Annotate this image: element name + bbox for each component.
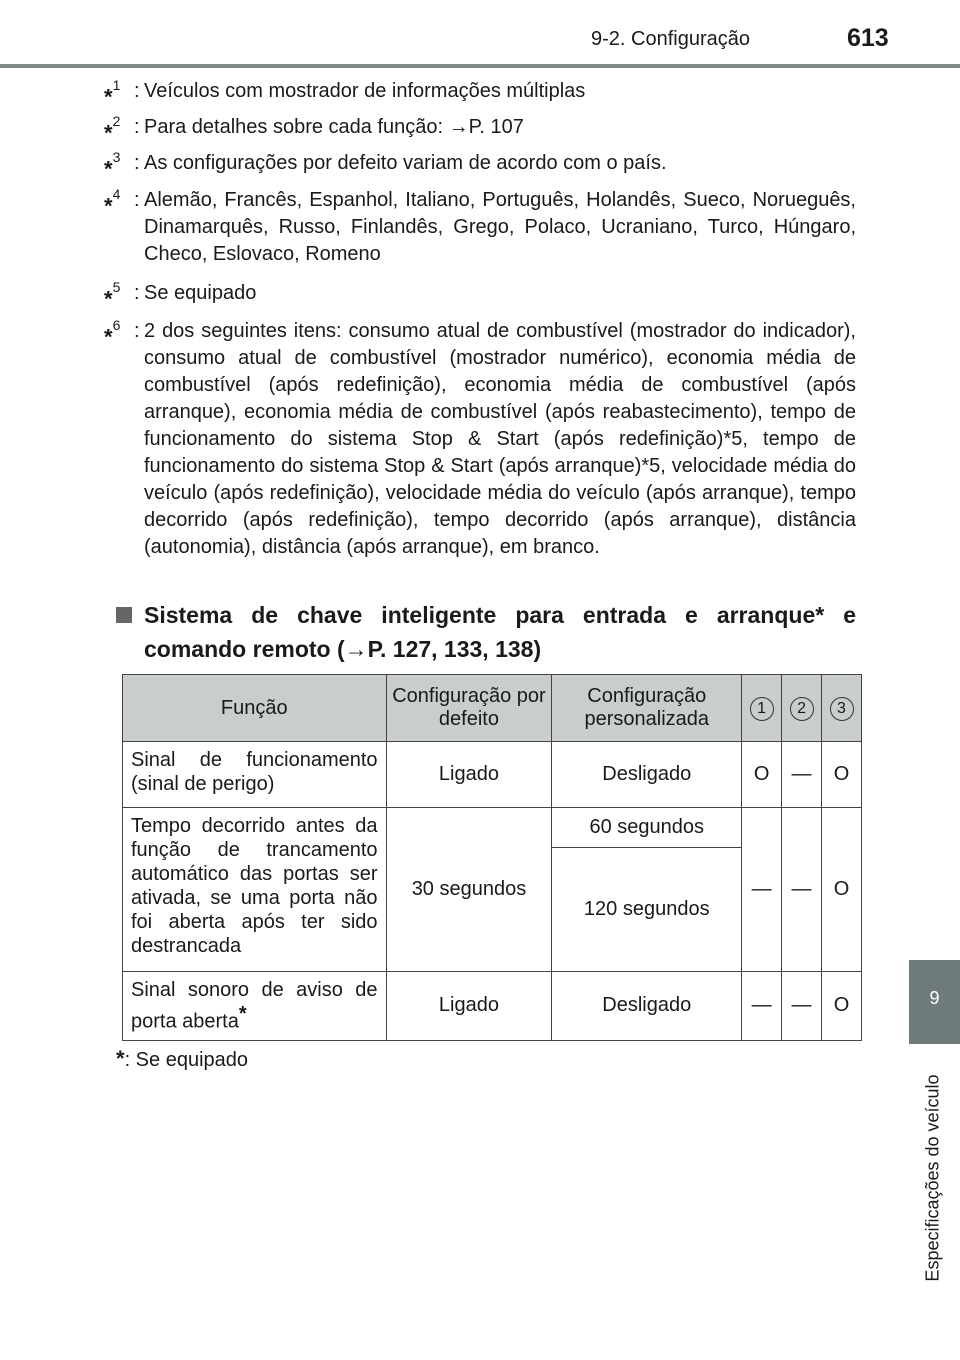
row-default: Ligado	[386, 972, 552, 1041]
note-text: As configurações por defeito variam de acordo com o país.	[144, 152, 667, 174]
page-number: 613	[847, 24, 889, 52]
row-method-3: O	[822, 972, 862, 1041]
row-method-3: O	[822, 808, 862, 972]
header-custom: Configuração personalizada	[552, 675, 742, 742]
row-default: Ligado	[386, 742, 552, 808]
circled-3-icon: 3	[830, 697, 854, 721]
row-custom: Desligado	[552, 972, 742, 1041]
header-section-title: 9-2. Configuração	[591, 28, 750, 50]
header-method-3	[822, 675, 862, 742]
table-row	[123, 742, 862, 808]
row-custom: Desligado	[552, 742, 742, 808]
row-function: Tempo decorrido antes da função de trancamento automático das portas ser ativada, se uma porta não foi aberta após ter sido destrancada	[123, 808, 387, 972]
header-default: Configuração por defeito	[386, 675, 552, 742]
row-custom-b: 120 segundos	[552, 848, 742, 972]
chapter-label: Especificações do veículo	[922, 1074, 943, 1282]
footnote: *: Se equipado	[116, 1046, 248, 1071]
header-method-1	[742, 675, 782, 742]
table-header-row	[123, 675, 862, 742]
note-text: Para detalhes sobre cada função: →P. 107	[144, 116, 524, 138]
row-method-3: O	[822, 742, 862, 808]
section-bullet-icon	[116, 607, 132, 623]
row-method-2: —	[782, 742, 822, 808]
row-method-1: —	[742, 972, 782, 1041]
row-method-1: O	[742, 742, 782, 808]
row-function: Sinal de funcionamento (sinal de perigo)	[123, 742, 387, 808]
row-method-2: —	[782, 972, 822, 1041]
note-text: Alemão, Francês, Espanhol, Italiano, Português, Holandês, Sueco, Norueguês, Dinamarquês, Russo, Finlandês, Grego, Polaco, Ucraniano, Turco, Húngaro, Checo, Eslovaco, Romeno	[144, 189, 856, 265]
note-4: *$^4$ : Alemão, Francês, Espanhol, Italiano, Português, Holandês, Sueco, Norueguês, Dinamarquês, Russo, Finlandês, Grego, Polaco, Ucraniano, Turco, Húngaro, Checo, Eslovaco, Romeno	[104, 187, 856, 268]
note-1: *$^1$ : Veículos com mostrador de informações múltiplas	[104, 78, 856, 105]
row-default: 30 segundos	[386, 808, 552, 972]
settings-table	[122, 674, 862, 1041]
chapter-tab	[909, 960, 960, 1044]
note-text: Veículos com mostrador de informações múltiplas	[144, 80, 586, 102]
header-rule	[0, 64, 960, 68]
circled-1-icon: 1	[750, 697, 774, 721]
note-2: *$^2$ : Para detalhes sobre cada função: →P. 107	[104, 114, 856, 141]
note-3: *$^3$ : As configurações por defeito variam de acordo com o país.	[104, 150, 856, 177]
header-method-2	[782, 675, 822, 742]
row-custom-a: 60 segundos	[552, 808, 742, 848]
chapter-number: 9	[929, 988, 940, 1008]
note-5: *$^5$ : Se equipado	[104, 280, 856, 307]
note-6: *$^6$ : 2 dos seguintes itens: consumo atual de combustível (mostrador do indicador), consumo atual de combustível (mostrador numérico), economia média de combustível (após redefinição), economia média de combustível (após arranque), economia média de combustível (após reabastecimento), tempo de funcionamento do sistema Stop & Start (após redefinição)*5, tempo de funcionamento do sistema Stop & Start (após arranque)*5, velocidade média do veículo (após redefinição), velocidade média do veículo (após arranque), tempo decorrido (após redefinição), tempo decorrido (após arranque), distância (autonomia), distância (após arranque), em branco.	[104, 318, 856, 561]
row-method-1: —	[742, 808, 782, 972]
table-row	[123, 808, 862, 848]
row-method-2: —	[782, 808, 822, 972]
table-row	[123, 972, 862, 1041]
row-function: Sinal sonoro de aviso de porta aberta*	[123, 972, 387, 1041]
note-text: 2 dos seguintes itens: consumo atual de combustível (mostrador do indicador), consumo atual de combustível (mostrador numérico), economia média de combustível (após redefinição), economia média de combustível (após arranque), economia média de combustível (após reabastecimento), tempo de funcionamento do sistema Stop & Start (após redefinição)*5, tempo de funcionamento do sistema Stop & Start (após arranque)*5, velocidade média do veículo (após redefinição), velocidade média do veículo (após arranque), tempo decorrido (após redefinição), tempo decorrido (após arranque), distância (autonomia), distância (após arranque), em branco.	[144, 320, 856, 558]
chapter-label-container	[906, 1048, 960, 1308]
header-function: Função	[123, 675, 387, 742]
section-title: Sistema de chave inteligente para entrada e arranque* e comando remoto (→P. 127, 133, 138)	[144, 602, 856, 662]
section-heading	[116, 598, 856, 666]
circled-2-icon: 2	[790, 697, 814, 721]
note-text: Se equipado	[144, 282, 257, 304]
